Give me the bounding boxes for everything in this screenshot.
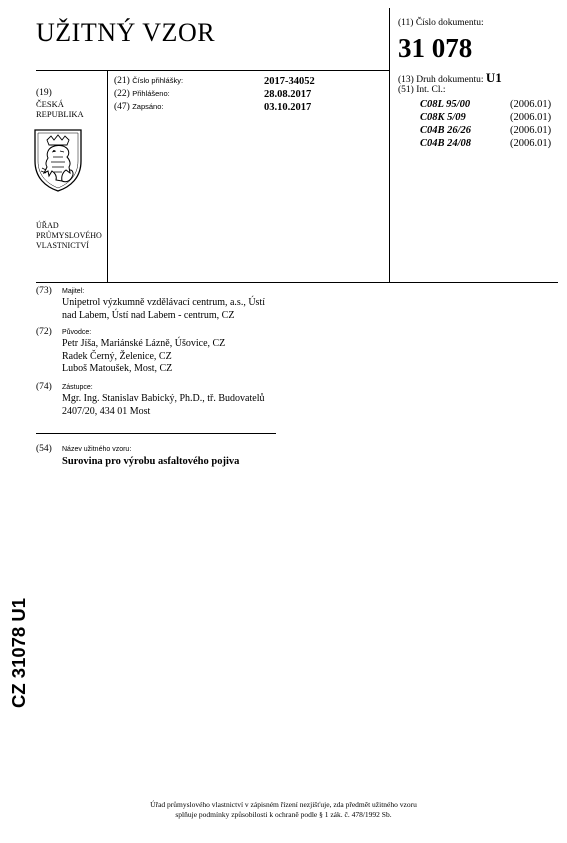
doc-type-label: (13) Druh dokumentu: [398,75,484,85]
owner-text [62,297,265,322]
divider [36,70,389,71]
inventors-text [62,338,225,376]
classification-code: C04B 24/08 [420,138,472,149]
representative-line: 2407/20, 434 01 Most [62,405,151,417]
field-code: (47) [114,102,130,112]
divider [389,8,390,282]
document-title: UŽITNÝ VZOR [36,18,216,47]
classification-version: (2006.01) [510,99,552,110]
doc-type-value: U1 [485,70,502,85]
int-cl-label: (51) Int. Cl.: [398,85,446,95]
field-label: Přihlášeno: [132,89,170,98]
classification-row [420,125,555,136]
inventor-line: Petr Jíša, Mariánské Lázně, Úšovice, CZ [62,338,226,349]
owner-line: nad Labem, Ústí nad Labem - centrum, CZ [62,309,235,321]
registration-date: 03.10.2017 [264,102,312,113]
office-name: VLASTNICTVÍ [36,241,89,250]
footer-note [0,800,567,820]
office-name: ÚŘAD [36,221,59,230]
field-code: (22) [114,89,130,99]
filing-date: 28.08.2017 [264,89,312,100]
filing-date-row [114,89,324,99]
utility-title: Surovina pro výrobu asfaltového pojiva [62,456,240,467]
owner-line: Unipetrol výzkumně vzdělávací centrum, a.s., Ústí [62,297,265,308]
country-name: ČESKÁ [36,99,64,109]
field-label: Číslo přihlášky: [132,76,184,85]
field-label: Zapsáno: [132,102,164,111]
footer-line: splňuje podmínky způsobilosti k ochraně podle § 1 zák. č. 478/1992 Sb. [175,810,392,819]
representative-code: (74) [36,382,52,392]
utility-title-code: (54) [36,444,52,454]
office-name: PRŮMYSLOVÉHO [36,231,102,240]
inventors-code: (72) [36,327,52,337]
divider [36,282,558,283]
country-name: REPUBLIKA [36,109,84,119]
country-block [36,88,84,119]
representative-text [62,393,265,418]
registration-date-row [114,102,324,112]
side-document-id [4,594,34,712]
owner-code: (73) [36,286,52,296]
utility-title-label: Název užitného vzoru: [62,446,132,453]
inventors-label: Původce: [62,329,92,336]
application-number-row [114,76,324,86]
classification-version: (2006.01) [510,138,552,149]
owner-label: Majitel: [62,288,85,295]
application-number: 2017-34052 [264,76,315,87]
doc-number-label: (11) Číslo dokumentu: [398,18,484,28]
classification-code: C08K 5/09 [420,112,466,123]
classification-code: C08L 95/00 [420,99,471,110]
side-document-id-text: CZ 31078 U1 [8,597,29,709]
divider [36,433,276,434]
doc-type-row [398,70,502,86]
inventor-line: Luboš Matoušek, Most, CZ [62,363,173,374]
country-code: (19) [36,88,52,98]
footer-line: Úřad průmyslového vlastnictví v zápisném řízení nezjišťuje, zda předmět užitného vzoru [150,800,417,809]
classification-row [420,112,555,123]
classification-version: (2006.01) [510,112,552,123]
classification-version: (2006.01) [510,125,552,136]
inventor-line: Radek Černý, Želenice, CZ [62,350,172,362]
representative-line: Mgr. Ing. Stanislav Babický, Ph.D., tř. Budovatelů [62,393,265,404]
office-block [36,221,102,251]
representative-label: Zástupce: [62,384,93,391]
divider [107,70,108,282]
doc-number: 31 078 [398,33,473,63]
coat-of-arms-icon [32,127,84,193]
classification-row [420,138,555,149]
classification-code: C04B 26/26 [420,125,472,136]
field-code: (21) [114,76,130,86]
classification-row [420,99,555,110]
